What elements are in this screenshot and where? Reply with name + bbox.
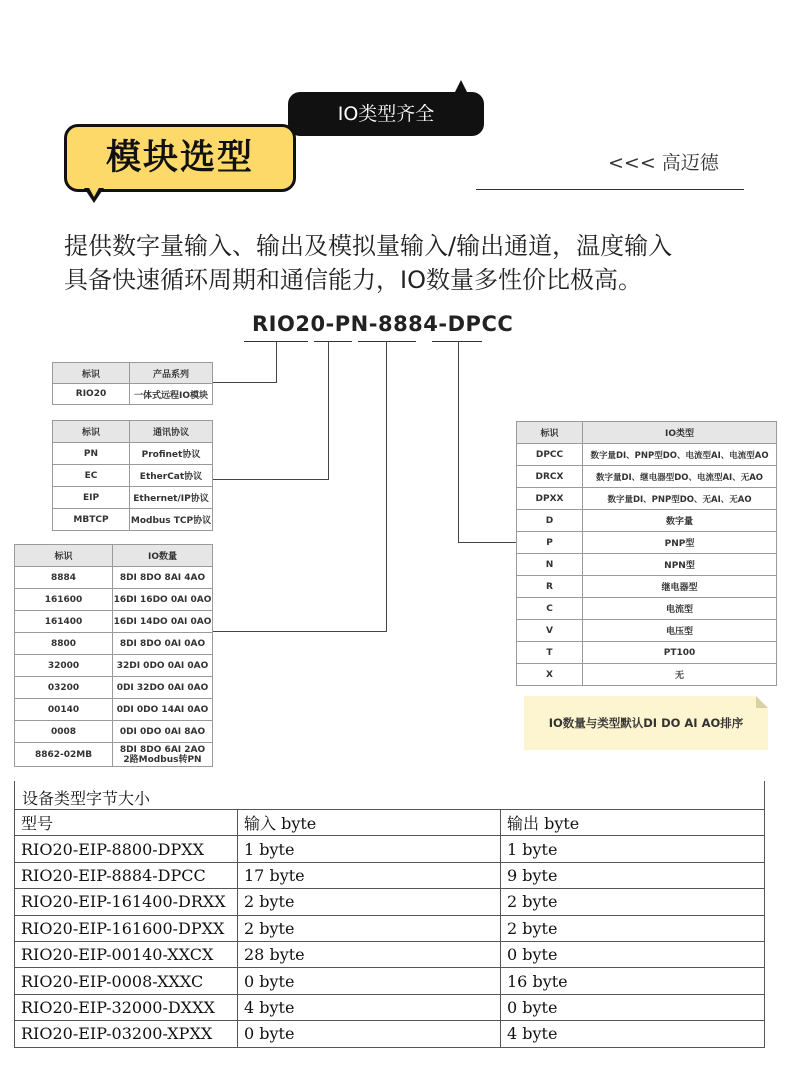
table-cell: 2 byte [501,889,765,915]
table-row [15,968,765,994]
table-header: 标识 [53,363,130,384]
table-cell: 0 byte [238,968,501,994]
table-row [15,994,765,1020]
segment-underline-io-type [432,341,482,342]
table-cell: 1 byte [501,836,765,862]
io-count-table [14,544,213,767]
description-line-2: 具备快速循环周期和通信能力，IO数量多性价比极高。 [64,266,642,294]
table-header: 输入 byte [238,810,501,836]
table-cell: 8DI 8DO 0AI 0AO [113,633,213,655]
io-types-tag: IO类型齐全 [288,92,484,136]
table-row [15,915,765,941]
table-cell: 数字量 [583,510,777,532]
table-cell: 8DI 8DO 8AI 4AO [113,567,213,589]
table-cell: Modbus TCP协议 [130,509,213,531]
table-cell: MBTCP [53,509,130,531]
table-cell: 0DI 0DO 0AI 8AO [113,721,213,743]
cell-line: 8DI 8DO 6AI 2AO [119,744,206,755]
table-cell: RIO20-EIP-161600-DPXX [15,915,238,941]
table-header: 标识 [15,545,113,567]
table-cell: EIP [53,487,130,509]
table-cell: 4 byte [501,1021,765,1047]
description-line-1: 提供数字量输入、输出及模拟量输入/输出通道，温度输入 [64,232,673,260]
table-row [15,941,765,967]
table-header: 标识 [517,422,583,444]
table-cell: 8800 [15,633,113,655]
table-cell: 8862-02MB [15,743,113,767]
byte-size-table [14,809,765,1048]
table-header: IO数量 [113,545,213,567]
table-cell: 16DI 16DO 0AI 0AO [113,589,213,611]
table-cell: RIO20-EIP-0008-XXXC [15,968,238,994]
note-fold-corner [756,696,768,708]
table-cell: 28 byte [238,941,501,967]
order-note: IO数量与类型默认DI DO AI AO排序 [524,696,768,750]
table-cell: 8884 [15,567,113,589]
io-type-table [516,421,777,686]
table-cell: DPCC [517,444,583,466]
table-cell: RIO20 [53,384,130,405]
table-header: 产品系列 [130,363,213,384]
table-cell-multiline [113,743,213,767]
table-cell: 00140 [15,699,113,721]
table-row [15,1021,765,1047]
connector-io-count-h [212,631,387,632]
connector-io-type-h [458,542,516,543]
table-header: 标识 [53,421,130,443]
table-cell: RIO20-EIP-00140-XXCX [15,941,238,967]
connector-io-type-v [458,341,459,543]
table-cell: Ethernet/IP协议 [130,487,213,509]
table-cell: 继电器型 [583,576,777,598]
table-cell: T [517,642,583,664]
table-row [15,862,765,888]
table-cell: PNP型 [583,532,777,554]
connector-protocol-v [328,341,329,480]
table-cell: RIO20-EIP-8800-DPXX [15,836,238,862]
table-cell: R [517,576,583,598]
table-header: 通讯协议 [130,421,213,443]
table-cell: NPN型 [583,554,777,576]
table-cell: D [517,510,583,532]
byte-table-caption: 设备类型字节大小 [22,789,151,808]
table-cell: 0DI 32DO 0AI 0AO [113,677,213,699]
connector-protocol-h [212,479,329,480]
product-series-table [52,362,213,405]
table-row [15,889,765,915]
brand-name: <<< 高迈德 [608,152,719,174]
table-cell: 4 byte [238,994,501,1020]
table-cell: 数字量DI、PNP型DO、无AI、无AO [583,488,777,510]
table-cell: EC [53,465,130,487]
table-cell: 0 byte [238,1021,501,1047]
model-code: RIO20-PN-8884-DPCC [252,312,514,336]
table-cell: 0 byte [501,941,765,967]
table-cell: C [517,598,583,620]
table-cell: 16 byte [501,968,765,994]
table-cell: 0DI 0DO 14AI 0AO [113,699,213,721]
table-cell: DRCX [517,466,583,488]
table-header: IO类型 [583,422,777,444]
table-cell: 17 byte [238,862,501,888]
table-cell: 0008 [15,721,113,743]
table-cell: 16DI 14DO 0AI 0AO [113,611,213,633]
table-cell: N [517,554,583,576]
segment-underline-io-count [358,341,416,342]
table-header: 型号 [15,810,238,836]
page-title: 模块选型 [64,124,296,192]
table-cell: 0 byte [501,994,765,1020]
connector-io-count-v [386,341,387,632]
table-cell: 数字量DI、继电器型DO、电流型AI、无AO [583,466,777,488]
table-cell: 无 [583,664,777,686]
badge-tail-fill [88,186,100,197]
table-cell: 32DI 0DO 0AI 0AO [113,655,213,677]
table-cell: V [517,620,583,642]
table-row [15,836,765,862]
table-cell: PT100 [583,642,777,664]
table-cell: X [517,664,583,686]
table-cell: 电压型 [583,620,777,642]
table-cell: 161600 [15,589,113,611]
table-cell: RIO20-EIP-32000-DXXX [15,994,238,1020]
protocol-table [52,420,213,531]
brand-divider [476,189,744,190]
table-cell: 2 byte [238,915,501,941]
table-cell: 2 byte [238,889,501,915]
connector-series-h [212,382,277,383]
table-cell: RIO20-EIP-03200-XPXX [15,1021,238,1047]
table-cell: 电流型 [583,598,777,620]
table-cell: P [517,532,583,554]
table-cell: 2 byte [501,915,765,941]
table-cell: RIO20-EIP-161400-DRXX [15,889,238,915]
table-cell: 161400 [15,611,113,633]
table-cell: DPXX [517,488,583,510]
table-cell: 数字量DI、PNP型DO、电流型AI、电流型AO [583,444,777,466]
segment-underline-protocol [314,341,352,342]
table-cell: 03200 [15,677,113,699]
table-header: 输出 byte [501,810,765,836]
connector-series-v [276,341,277,383]
table-cell: EtherCat协议 [130,465,213,487]
cell-line: 2路Modbus转PN [123,754,202,765]
table-cell: Profinet协议 [130,443,213,465]
table-cell: 1 byte [238,836,501,862]
table-cell: 32000 [15,655,113,677]
table-cell: PN [53,443,130,465]
table-cell: 9 byte [501,862,765,888]
table-cell: 一体式远程IO模块 [130,384,213,405]
table-cell: RIO20-EIP-8884-DPCC [15,862,238,888]
